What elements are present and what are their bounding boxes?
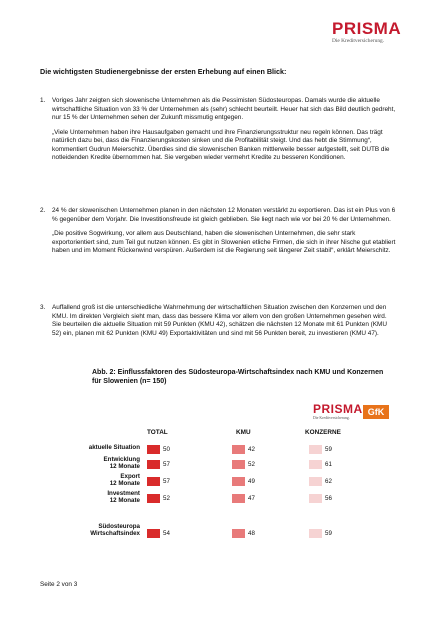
data-label: 54 <box>163 530 170 537</box>
bar <box>147 494 160 503</box>
column-header: KONZERNE <box>305 429 341 436</box>
category-label: Entwicklung 12 Monate <box>103 456 140 471</box>
data-label: 62 <box>325 478 332 485</box>
data-label: 59 <box>325 530 332 537</box>
paragraph: Auffallend groß ist die unterschiedliche Wahrnehmung der wirtschaftlichen Situation zwischen den Konzernen und den KMU. Im direkten Vergleich sieht man, dass das bessere Klima vor allem von den großen Unternehmen gesehen wird. Sie beurteilen die aktuelle Situation mit 59 Punkten (KMU 42), schätzen die nächsten 12 Monate mit 61 Punkten (KMU 52) ein, planen mit 62 Punkten (KMU 49) Exportaktivitäten und sind mit 56 Punkten bereit, zu investieren (KMU 47). <box>52 304 387 337</box>
bar <box>309 460 322 469</box>
logo-wordmark: PRISMA <box>332 19 402 38</box>
column-header: TOTAL <box>147 429 168 436</box>
page-footer: Seite 2 von 3 <box>40 581 78 588</box>
data-label: 42 <box>248 446 255 453</box>
data-label: 52 <box>163 495 170 502</box>
data-label: 48 <box>248 530 255 537</box>
paragraph: 24 % der slowenischen Unternehmen planen in den nächsten 12 Monaten verstärkt zu exportieren. Das ist ein Plus von 6 % gegenüber dem Vorjahr. Die Investitionsfreude ist gleich geblieben. Sie liegt nach wie vor bei 20 % der Unternehmen. <box>52 207 396 223</box>
category-label: Investment 12 Monate <box>107 490 140 505</box>
category-label: aktuelle Situation <box>88 444 140 451</box>
bar <box>232 529 245 538</box>
result-item-3 <box>40 304 397 344</box>
data-label: 52 <box>248 461 255 468</box>
bar <box>147 445 160 454</box>
bar <box>147 477 160 486</box>
figure-title: Abb. 2: Einflussfaktoren des Südosteuropa-Wirtschaftsindex nach KMU und Konzernen für Slowenien (n= 150) <box>92 369 384 386</box>
logo-wordmark: PRISMA <box>313 402 363 416</box>
logo-tagline: Die Kreditversicherung. <box>332 38 385 44</box>
bar <box>309 494 322 503</box>
prisma-logo <box>332 20 412 45</box>
bar <box>232 477 245 486</box>
category-label: Südosteuropa Wirtschaftsindex <box>90 523 140 538</box>
result-item-2 <box>40 207 397 262</box>
bar <box>309 445 322 454</box>
bar <box>232 445 245 454</box>
data-label: 56 <box>325 495 332 502</box>
bar <box>309 529 322 538</box>
bar <box>147 460 160 469</box>
section-heading: Die wichtigsten Studienergebnisse der ersten Erhebung auf einen Blick: <box>40 67 287 76</box>
bar <box>232 494 245 503</box>
chart-logos <box>313 403 393 429</box>
paragraph: „Viele Unternehmen haben ihre Hausaufgaben gemacht und ihre Finanzierungsstruktur neu regeln können. Das trägt natürlich dazu bei, dass die Finanzierungskosten sinken und die Profitabilität steigt. Und das hebt die Stimmung“, kommentiert Gudrun Meierschitz. Überdies sind die slowenischen Banken mittlerweile besser aufgestellt, seit DUTB die notleidenden Kredite übernommen hat. Sie vergeben wieder vermehrt Kredite zu besseren Konditionen. <box>52 128 390 162</box>
data-label: 61 <box>325 461 332 468</box>
result-item-1 <box>40 97 397 169</box>
bar <box>309 477 322 486</box>
data-label: 47 <box>248 495 255 502</box>
column-header: KMU <box>236 429 251 436</box>
category-label: Export 12 Monate <box>109 473 140 488</box>
prisma-logo-small <box>313 403 363 421</box>
data-label: 50 <box>163 446 170 453</box>
bar <box>147 529 160 538</box>
logo-tagline: Die Kreditversicherung. <box>313 416 350 420</box>
data-label: 57 <box>163 461 170 468</box>
data-label: 49 <box>248 478 255 485</box>
item-number: 3. <box>40 304 46 311</box>
gfk-logo: GfK <box>363 405 389 419</box>
item-number: 1. <box>40 97 46 104</box>
paragraph: Voriges Jahr zeigten sich slowenische Unternehmen als die Pessimisten Südosteuropas. Damals wurde die aktuelle wirtschaftliche Situation von 33 % der Unternehmen als (sehr) schlecht beurteilt. Heuer hat sich das Bild deutlich gedreht, nur 15 % der Unternehmen sehen der Zukunft missmutig entgegen. <box>52 97 396 122</box>
item-number: 2. <box>40 207 46 214</box>
bar <box>232 460 245 469</box>
paragraph: „Die positive Sogwirkung, vor allem aus Deutschland, haben die slowenischen Unternehmen, die sehr stark exportorientiert sind, zum Teil gut nutzen können. Es gibt in Slowenien etliche Firmen, die sich in ihrer Nische gut etabliert haben und im Moment Rückenwind verspüren. Außerdem ist die Regierung seit längerer Zeit stabil“, erklärt Meierschitz. <box>52 230 396 255</box>
data-label: 57 <box>163 478 170 485</box>
data-label: 59 <box>325 446 332 453</box>
